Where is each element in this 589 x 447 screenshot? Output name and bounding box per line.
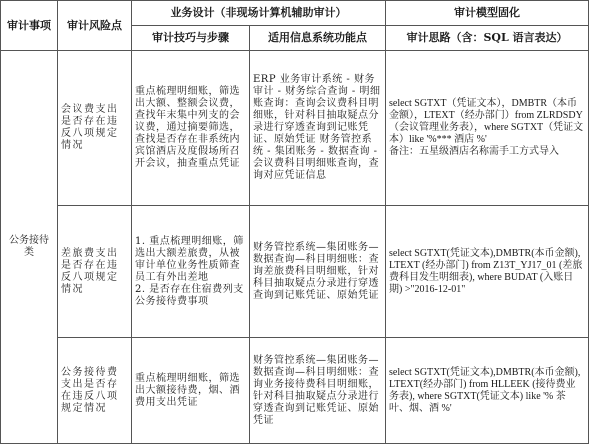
sql-line: select SGTXT(凭证文本),DMBTR(本币金额), LTEXT (经办部门) from Z13T_YJ17_01 (差旅费科目发生明细表), where BUDAT (入账日期) >"2016-12-01" (389, 247, 583, 295)
table-row (1, 51, 589, 206)
header-system-function: 适用信息系统功能点 (250, 26, 386, 51)
header-row-1 (1, 1, 589, 26)
category-cell: 公务接待类 (1, 51, 58, 444)
table-row (1, 338, 589, 444)
technique-step: 1. 重点梳理明细账，筛选出大额差旅费，从被审计单位业务性质筛查员工有外出差地 (135, 235, 244, 283)
system-cell: 财务管控系统—集团账务—数据查询—科目明细账：查询业务接待费科目明细账，针对科目抽取疑点分录进行穿透查询到记账凭证、原始凭证 (250, 338, 386, 444)
sql-note: 备注：五星级酒店名称需手工方式导入 (389, 146, 559, 157)
technique-cell: 重点梳理明细账，筛选出大额接待费，烟、酒费用支出凭证 (132, 338, 250, 444)
sql-cell (386, 206, 589, 338)
risk-cell: 公务接待费支出是否存在违反八项规定情况 (58, 338, 132, 444)
technique-step: 2. 是否存在住宿费列支公务接待费事项 (135, 283, 244, 307)
header-audit-idea: 审计思路（含：SQL 语言表达） (386, 26, 589, 51)
header-audit-risk: 审计风险点 (58, 1, 132, 51)
header-audit-item: 审计事项 (1, 1, 58, 51)
sql-line: select SGTXT（凭证文本），DMBTR（本币金额），LTEXT（经办部门）from ZLRDSDY（会议管理业务表），where SGTXT（凭证文本）like '%*** 酒店 %' (389, 98, 584, 145)
technique-cell (132, 206, 250, 338)
sql-line: select SGTXT(凭证文本),DMBTR(本币金额), LTEXT(经办部门) from HLLEEK (接待费业务表), where SGTXT(凭证文本) like '% 茶叶、烟、酒 %' (389, 366, 581, 414)
sql-cell (386, 338, 589, 444)
system-cell: ERP 业务审计系统 - 财务审计 - 财务综合查询 - 明细账查询：查询会议费科目明细账，针对科目抽取疑点分录进行穿透查询到记账凭证、原始凭证 财务管控系统 - 集团账务 - 数据查询 - 会议费科目明细账查询，查询对应凭证信息 (250, 51, 386, 206)
risk-cell: 会议费支出是否存在违反八项规定情况 (58, 51, 132, 206)
risk-cell: 差旅费支出是否存在违反八项规定情况 (58, 206, 132, 338)
header-audit-model: 审计模型固化 (386, 1, 589, 26)
system-cell: 财务管控系统—集团账务—数据查询—科目明细账：查询差旅费科目明细账，针对科目抽取疑点分录进行穿透查询到记账凭证、原始凭证 (250, 206, 386, 338)
header-technique: 审计技巧与步骤 (132, 26, 250, 51)
header-business-design: 业务设计（非现场计算机辅助审计） (132, 1, 386, 26)
sql-cell (386, 51, 589, 206)
technique-cell: 重点梳理明细账，筛选出大额、整额会议费，查找年末集中列支的会议费，通过摘要筛选，查找是否存在非系统内宾馆酒店及度假场所召开会议，抽查重点凭证 (132, 51, 250, 206)
table-row (1, 206, 589, 338)
